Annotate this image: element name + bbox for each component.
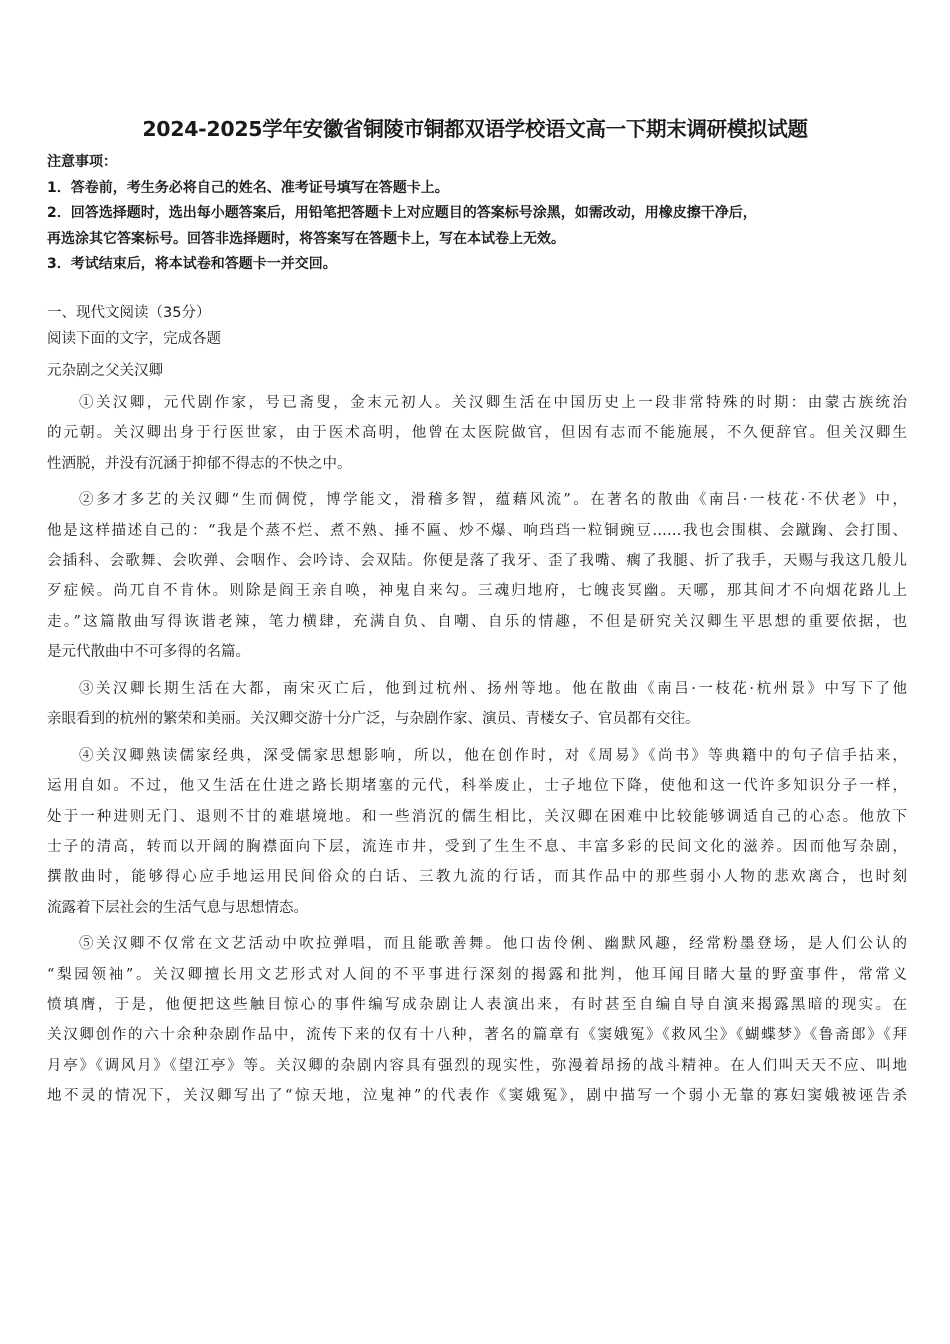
- text-line: ⑤关汉卿不仅常在文艺活动中吹拉弹唱，而且能歌善舞。他口齿伶俐、幽默风趣，经常粉墨登场，是人们公认的: [79, 936, 907, 953]
- text-line: “梨园领袖”。关汉卿擅长用文艺形式对人间的不平事进行深刻的揭露和批判，他耳闻目睹大量的野蛮事件，常常义: [47, 966, 907, 983]
- notice-heading: 注意事项：: [47, 154, 117, 170]
- notice-block: [47, 150, 907, 278]
- text-line: 是元代散曲中不可多得的名篇。: [47, 643, 250, 660]
- notice-item-2: 2．回答选择题时，选出每小题答案后，用铅笔把答题卡上对应题目的答案标号涂黑，如需改动，用橡皮擦干净后，: [47, 205, 757, 221]
- text-line: 士子的清高，转而以开阔的胸襟面向下层，流连市井，受到了生生不息、丰富多彩的民间文化的滋养。因而他写杂剧，: [47, 838, 907, 855]
- paragraph-5: [47, 929, 907, 1111]
- paragraph-4: [47, 741, 907, 923]
- paragraph-2: [47, 485, 907, 667]
- section-instruction: 阅读下面的文字，完成各题: [47, 331, 221, 347]
- text-line: 月亭》《调风月》《望江亭》等。关汉卿的杂剧内容具有强烈的现实性，弥漫着昂扬的战斗精神。在人们叫天天不应、叫地: [47, 1057, 907, 1074]
- text-line: 他是这样描述自己的：“我是个蒸不烂、煮不熟、捶不匾、炒不爆、响珰珰一粒铜豌豆……我也会围棋、会蹴踘、会打围、: [47, 522, 907, 539]
- text-line: 愤填膺，于是，他便把这些触目惊心的事件编写成杂剧让人表演出来，有时甚至自编自导自演来揭露黑暗的现实。在: [47, 997, 907, 1014]
- text-line: 歹症候。尚兀自不肯休。则除是阎王亲自唤，神鬼自来勾。三魂归地府，七魄丧冥幽。天哪，那其间才不向烟花路儿上: [47, 583, 907, 600]
- text-line: 运用自如。不过，他又生活在仕进之路长期堵塞的元代，科举废止，士子地位下降，使他和这一代许多知识分子一样，: [47, 778, 907, 795]
- notice-item-2-cont: 再选涂其它答案标号。回答非选择题时，将答案写在答题卡上，写在本试卷上无效。: [47, 230, 565, 247]
- text-line: 亲眼看到的杭州的繁荣和美丽。关汉卿交游十分广泛，与杂剧作家、演员、青楼女子、官员都有交往。: [47, 711, 700, 728]
- section-heading: 一、现代文阅读（35分）: [47, 305, 211, 321]
- text-line: 关汉卿创作的六十余种杂剧作品中，流传下来的仅有十八种，著名的篇章有《窦娥冤》《救风尘》《蝴蝶梦》《鲁斋郎》《拜: [47, 1027, 907, 1044]
- exam-title: 2024-2025学年安徽省铜陵市铜都双语学校语文高一下期末调研模拟试题: [142, 117, 808, 141]
- text-line: ①关汉卿，元代剧作家，号已斋叟，金末元初人。关汉卿生活在中国历史上一段非常特殊的时期：由蒙古族统治: [79, 395, 907, 411]
- text-line: 的元朝。关汉卿出身于行医世家，由于医术高明，他曾在太医院做官，但因有志而不能施展，不久便辞官。但关汉卿生: [47, 425, 907, 442]
- text-line: 走。”这篇散曲写得诙谐老辣，笔力横肆，充满自负、自嘲、自乐的情趣，不但是研究关汉卿生平思想的重要依据，也: [47, 613, 907, 630]
- paragraph-3: [47, 674, 907, 735]
- text-line: 会插科、会歌舞、会吹弹、会咽作、会吟诗、会双陆。你便是落了我牙、歪了我嘴、瘸了我腿、折了我手，天赐与我这几般儿: [47, 553, 907, 570]
- text-line: ②多才多艺的关汉卿“生而倜傥，博学能文，滑稽多智，蕴藉风流”。在著名的散曲《南吕·一枝花·不伏老》中，: [79, 492, 907, 509]
- text-line: 处于一种进则无门、退则不甘的难堪境地。和一些消沉的儒生相比，关汉卿在困难中比较能够调适自己的心态。他放下: [47, 808, 907, 825]
- text-line: 流露着下层社会的生活气息与思想情态。: [47, 899, 308, 916]
- notice-item-3: 3．考试结束后，将本试卷和答题卡一并交回。: [47, 256, 337, 272]
- section-header: [47, 300, 907, 384]
- notice-item-1: 1．答卷前，考生务必将自己的姓名、准考证号填写在答题卡上。: [47, 179, 449, 196]
- article-body: [47, 388, 907, 1118]
- text-line: 性洒脱，并没有沉涵于抑郁不得志的不快之中。: [47, 455, 352, 472]
- text-line: 地不灵的情况下，关汉卿写出了“惊天地，泣鬼神”的代表作《窦娥冤》，剧中描写一个弱小无靠的寡妇窦娥被诬告杀: [47, 1087, 907, 1104]
- text-line: ④关汉卿熟读儒家经典，深受儒家思想影响，所以，他在创作时，对《周易》《尚书》等典籍中的句子信手拈来，: [79, 748, 907, 765]
- text-line: ③关汉卿长期生活在大都，南宋灭亡后，他到过杭州、扬州等地。他在散曲《南吕·一枝花·杭州景》中写下了他: [79, 680, 907, 697]
- paragraph-1: [47, 388, 907, 479]
- text-line: 撰散曲时，能够得心应手地运用民间俗众的白话、三教九流的行话，而其作品中的那些弱小人物的悲欢离合，也时刻: [47, 869, 907, 886]
- article-title: 元杂剧之父关汉卿: [47, 363, 163, 379]
